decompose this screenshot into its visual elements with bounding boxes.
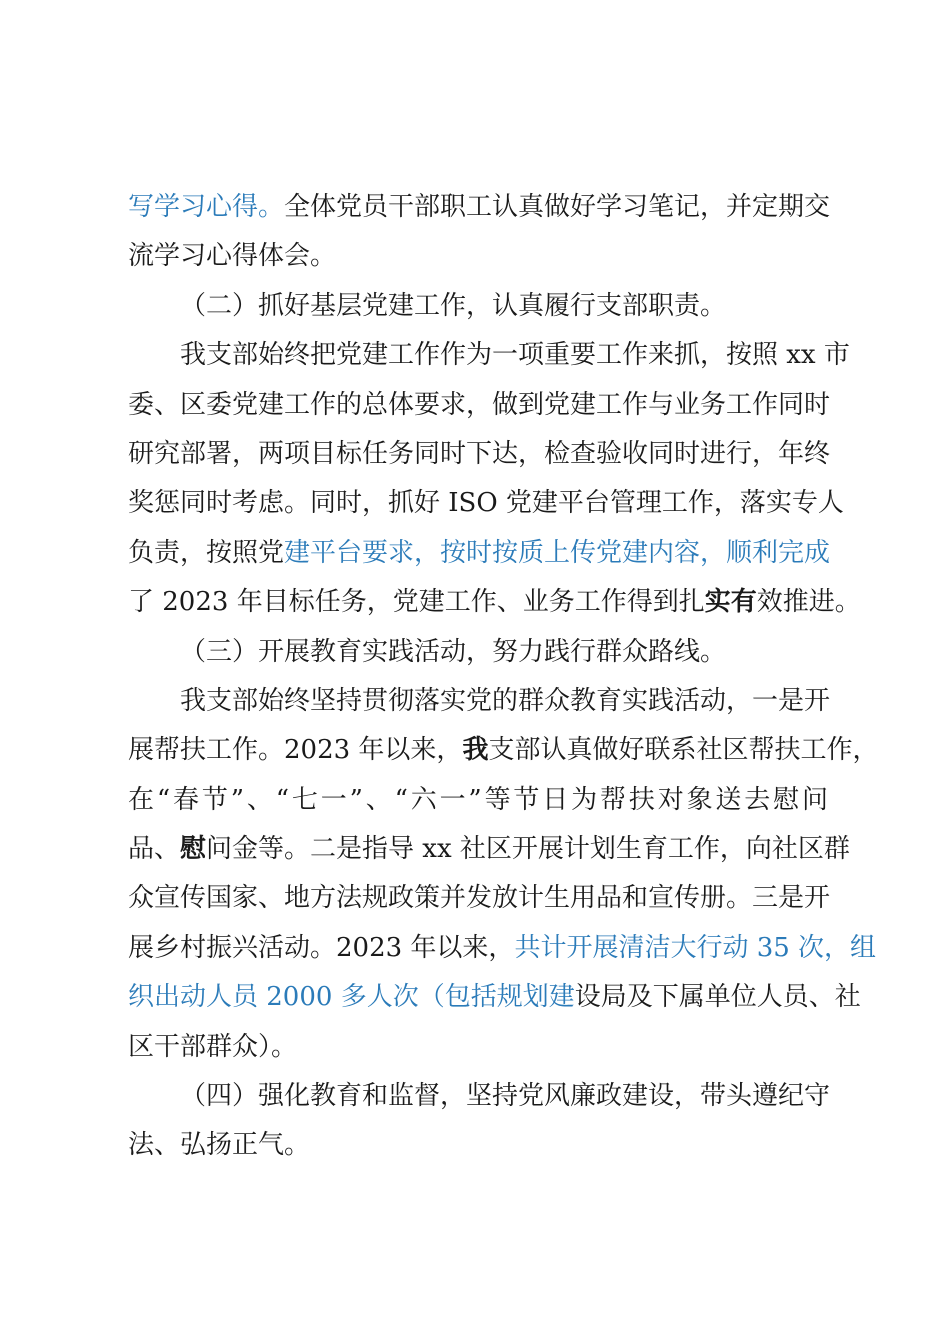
text-line [128,677,831,726]
text-run: 区干部群众）。 [128,1031,298,1062]
text-run: 全体党员干部职工认真做好学习笔记，并定期交 [284,192,831,222]
text-line [128,430,831,479]
document-body [128,183,879,1171]
text-run: 展乡村振兴活动。2023 年以来， [128,932,515,963]
section-heading [128,282,828,331]
text-run: 我支部始终坚持贯彻落实党的群众教育实践活动，一是开 [180,685,831,716]
highlighted-text: 织出动人员 2000 多人次（包括规划建 [128,982,575,1013]
text-run: 负责，按照党 [128,537,285,568]
bold-text: 我 [462,735,489,766]
text-line [128,874,831,923]
text-run: 奖惩同时考虑。同时，抓好 ISO 党建平台管理工作，落实专人 [128,488,844,519]
text-run: 展帮扶工作。2023 年以来， [128,735,463,766]
text-run: 效推进。 [756,587,861,618]
text-run: 在“春节”、“七一”、“六一”等节日为帮扶对象送去慰问 [128,784,828,815]
text-line [128,232,828,281]
text-line [128,381,831,430]
text-line [128,578,861,627]
highlighted-text: 建平台要求，按时按质上传党建内容，顺利完成 [284,537,831,568]
text-line [128,183,831,232]
text-run: 了 2023 年目标任务，党建工作、业务工作得到扎 [128,587,705,618]
text-run: 流学习心得体会。 [128,241,337,272]
text-line [128,331,850,380]
text-line [128,1023,828,1072]
text-run: 品、 [128,834,181,865]
text-line [128,825,850,874]
text-run: 众宣传国家、地方法规政策并发放计生用品和宣传册。三是开 [128,883,831,914]
text-run: 设局及下属单位人员、社 [574,982,861,1013]
text-run: （二）抓好基层党建工作，认真履行支部职责。 [180,290,727,321]
text-run: 问金等。二是指导 xx 社区开展计划生育工作，向社区群 [206,834,850,865]
text-run: （三）开展教育实践活动，努力践行群众路线。 [180,636,727,667]
text-run: 委、区委党建工作的总体要求，做到党建工作与业务工作同时 [128,389,831,420]
section-heading [128,628,828,677]
text-run: 我支部始终把党建工作作为一项重要工作来抓，按照 xx 市 [180,340,850,371]
text-run: （四）强化教育和监督，坚持党风廉政建设，带头遵纪守 [180,1081,831,1112]
highlighted-text: 写学习心得。 [128,192,285,222]
bold-text: 实有 [704,587,757,618]
text-line [128,529,831,578]
text-run: 法、弘扬正气。 [128,1130,311,1161]
text-line [128,924,877,973]
text-line [128,973,861,1022]
text-line [128,776,828,825]
text-run: 研究部署，两项目标任务同时下达，检查验收同时进行，年终 [128,438,831,469]
section-heading [128,1072,831,1121]
text-run: 支部认真做好联系社区帮扶工作， [488,735,879,766]
highlighted-text: 共计开展清洁大行动 35 次，组 [514,932,877,963]
bold-text: 慰 [180,834,207,865]
text-line [128,479,844,528]
text-line [128,1121,828,1170]
text-line [128,726,879,775]
